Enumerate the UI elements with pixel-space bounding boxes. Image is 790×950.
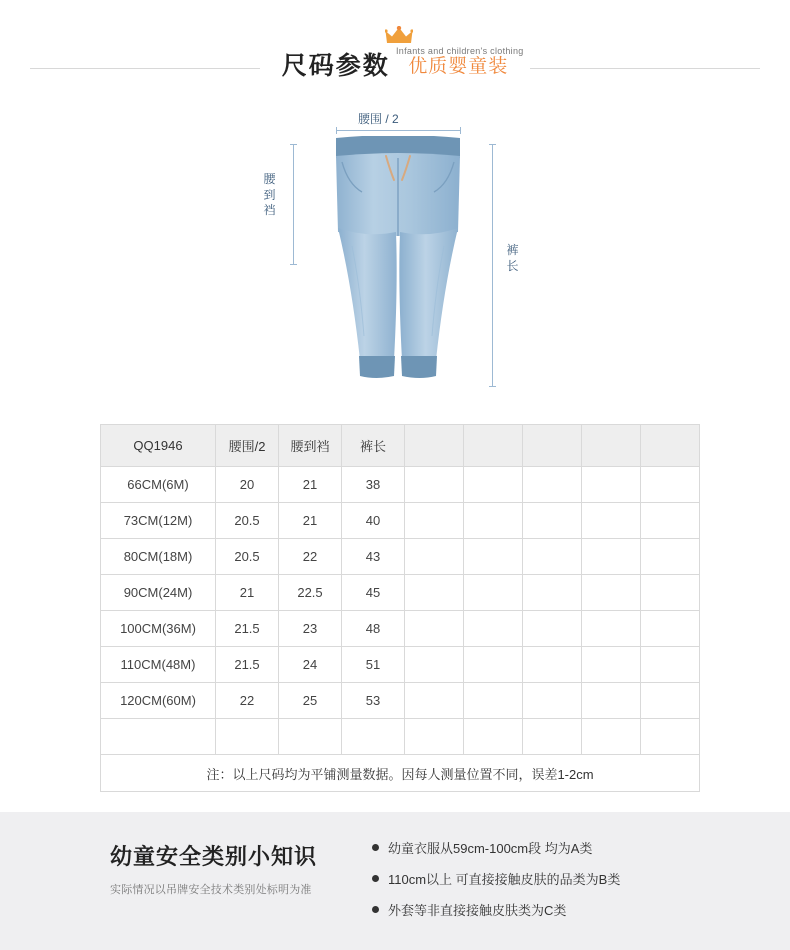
table-row <box>101 575 700 611</box>
table-cell <box>464 611 523 647</box>
table-row <box>101 683 700 719</box>
label-waist-half: 腰围 / 2 <box>358 112 399 126</box>
table-cell <box>464 467 523 503</box>
table-header-row <box>101 425 700 467</box>
list-item <box>372 900 620 919</box>
table-cell: 22 <box>216 683 279 719</box>
table-cell <box>464 647 523 683</box>
table-cell <box>464 683 523 719</box>
table-cell: 21.5 <box>216 611 279 647</box>
waist-guide-tick-left <box>336 127 337 134</box>
table-cell: 21 <box>216 575 279 611</box>
table-cell <box>523 683 582 719</box>
table-cell <box>101 719 216 755</box>
table-cell <box>641 575 700 611</box>
table-header-cell: 腰围/2 <box>216 425 279 467</box>
table-cell <box>582 611 641 647</box>
table-cell <box>641 503 700 539</box>
table-cell: 48 <box>342 611 405 647</box>
crown-icon <box>385 26 413 46</box>
table-cell <box>216 719 279 755</box>
table-header-cell <box>523 425 582 467</box>
safety-info-subtitle: 实际情况以吊牌安全技术类别处标明为准 <box>110 884 312 896</box>
table-header-cell: 裤长 <box>342 425 405 467</box>
table-cell: 20 <box>216 467 279 503</box>
table-cell <box>523 647 582 683</box>
table-cell: 53 <box>342 683 405 719</box>
table-cell <box>342 719 405 755</box>
table-cell <box>405 503 464 539</box>
table-cell <box>464 503 523 539</box>
list-item <box>372 838 620 857</box>
table-cell <box>523 539 582 575</box>
table-cell <box>523 503 582 539</box>
bullet-dot-icon <box>372 875 379 882</box>
table-header-cell: 腰到裆 <box>279 425 342 467</box>
table-cell: 40 <box>342 503 405 539</box>
pant-length-tick-bottom <box>489 386 496 387</box>
table-cell <box>464 719 523 755</box>
list-item-label: 外套等非直接接触皮肤类为C类 <box>388 903 567 918</box>
table-cell <box>405 683 464 719</box>
label-waist-to-crotch: 腰到裆 <box>263 172 276 218</box>
table-cell <box>641 467 700 503</box>
table-cell: 73CM(12M) <box>101 503 216 539</box>
pant-length-tick-top <box>489 144 496 145</box>
table-cell <box>582 647 641 683</box>
bullet-dot-icon <box>372 906 379 913</box>
table-cell <box>464 575 523 611</box>
waist-to-crotch-tick-top <box>290 144 297 145</box>
table-cell <box>523 467 582 503</box>
table-cell: 43 <box>342 539 405 575</box>
table-cell: 22.5 <box>279 575 342 611</box>
table-row <box>101 611 700 647</box>
table-note-row <box>101 755 700 792</box>
table-cell: 80CM(18M) <box>101 539 216 575</box>
table-cell <box>582 719 641 755</box>
label-pant-length: 裤长 <box>506 243 519 273</box>
table-cell <box>641 611 700 647</box>
table-cell: 51 <box>342 647 405 683</box>
table-row <box>101 467 700 503</box>
safety-info-heading-block <box>110 840 360 897</box>
table-cell <box>405 611 464 647</box>
table-cell <box>405 575 464 611</box>
table-cell: 90CM(24M) <box>101 575 216 611</box>
table-cell: 120CM(60M) <box>101 683 216 719</box>
table-row <box>101 647 700 683</box>
safety-info-section <box>0 812 790 950</box>
size-table <box>100 424 700 792</box>
waist-guide-tick-right <box>460 127 461 134</box>
table-cell <box>641 683 700 719</box>
table-cell: 24 <box>279 647 342 683</box>
table-cell <box>641 647 700 683</box>
list-item <box>372 869 620 888</box>
table-cell: 21.5 <box>216 647 279 683</box>
table-header-cell <box>582 425 641 467</box>
table-cell <box>279 719 342 755</box>
table-cell <box>464 539 523 575</box>
safety-info-list <box>372 838 620 931</box>
table-cell: 23 <box>279 611 342 647</box>
table-header-cell <box>464 425 523 467</box>
product-diagram <box>0 100 790 400</box>
table-row <box>101 719 700 755</box>
page-title-main: 尺码参数 <box>281 52 390 80</box>
table-cell: 22 <box>279 539 342 575</box>
table-cell <box>405 647 464 683</box>
waist-to-crotch-guide-line <box>293 144 294 264</box>
table-cell <box>582 539 641 575</box>
table-row <box>101 539 700 575</box>
table-cell: 66CM(6M) <box>101 467 216 503</box>
bullet-dot-icon <box>372 844 379 851</box>
page-title <box>0 46 790 82</box>
table-cell <box>641 539 700 575</box>
table-cell: 100CM(36M) <box>101 611 216 647</box>
table-header-cell <box>405 425 464 467</box>
table-cell <box>405 539 464 575</box>
table-cell: 21 <box>279 503 342 539</box>
safety-info-title: 幼童安全类别小知识 <box>110 844 318 869</box>
table-cell <box>523 611 582 647</box>
table-cell <box>582 683 641 719</box>
waist-guide-line <box>336 130 460 131</box>
table-cell <box>641 719 700 755</box>
page-title-sub: 优质婴童装 <box>408 55 509 77</box>
table-cell <box>523 719 582 755</box>
table-row <box>101 503 700 539</box>
table-cell: 20.5 <box>216 503 279 539</box>
table-cell: 38 <box>342 467 405 503</box>
table-cell <box>582 503 641 539</box>
denim-pants-photo <box>318 136 478 386</box>
waist-to-crotch-tick-bottom <box>290 264 297 265</box>
table-header-cell: QQ1946 <box>101 425 216 467</box>
table-cell: 20.5 <box>216 539 279 575</box>
table-cell: 45 <box>342 575 405 611</box>
brand-english-text: Infants and children's clothing <box>396 46 524 56</box>
size-table-container <box>100 424 690 792</box>
list-item-label: 110cm以上 可直接接触皮肤的品类为B类 <box>388 872 621 887</box>
table-cell <box>523 575 582 611</box>
table-cell <box>405 467 464 503</box>
pant-length-guide-line <box>492 144 493 386</box>
table-cell: 25 <box>279 683 342 719</box>
table-note: 注：以上尺码均为平铺测量数据。因每人测量位置不同，误差1-2cm <box>101 755 700 792</box>
page-header <box>0 0 790 100</box>
table-cell <box>582 575 641 611</box>
table-cell: 110CM(48M) <box>101 647 216 683</box>
table-cell <box>582 467 641 503</box>
table-cell: 21 <box>279 467 342 503</box>
list-item-label: 幼童衣服从59cm-100cm段 均为A类 <box>388 841 593 856</box>
table-header-cell <box>641 425 700 467</box>
table-cell <box>405 719 464 755</box>
